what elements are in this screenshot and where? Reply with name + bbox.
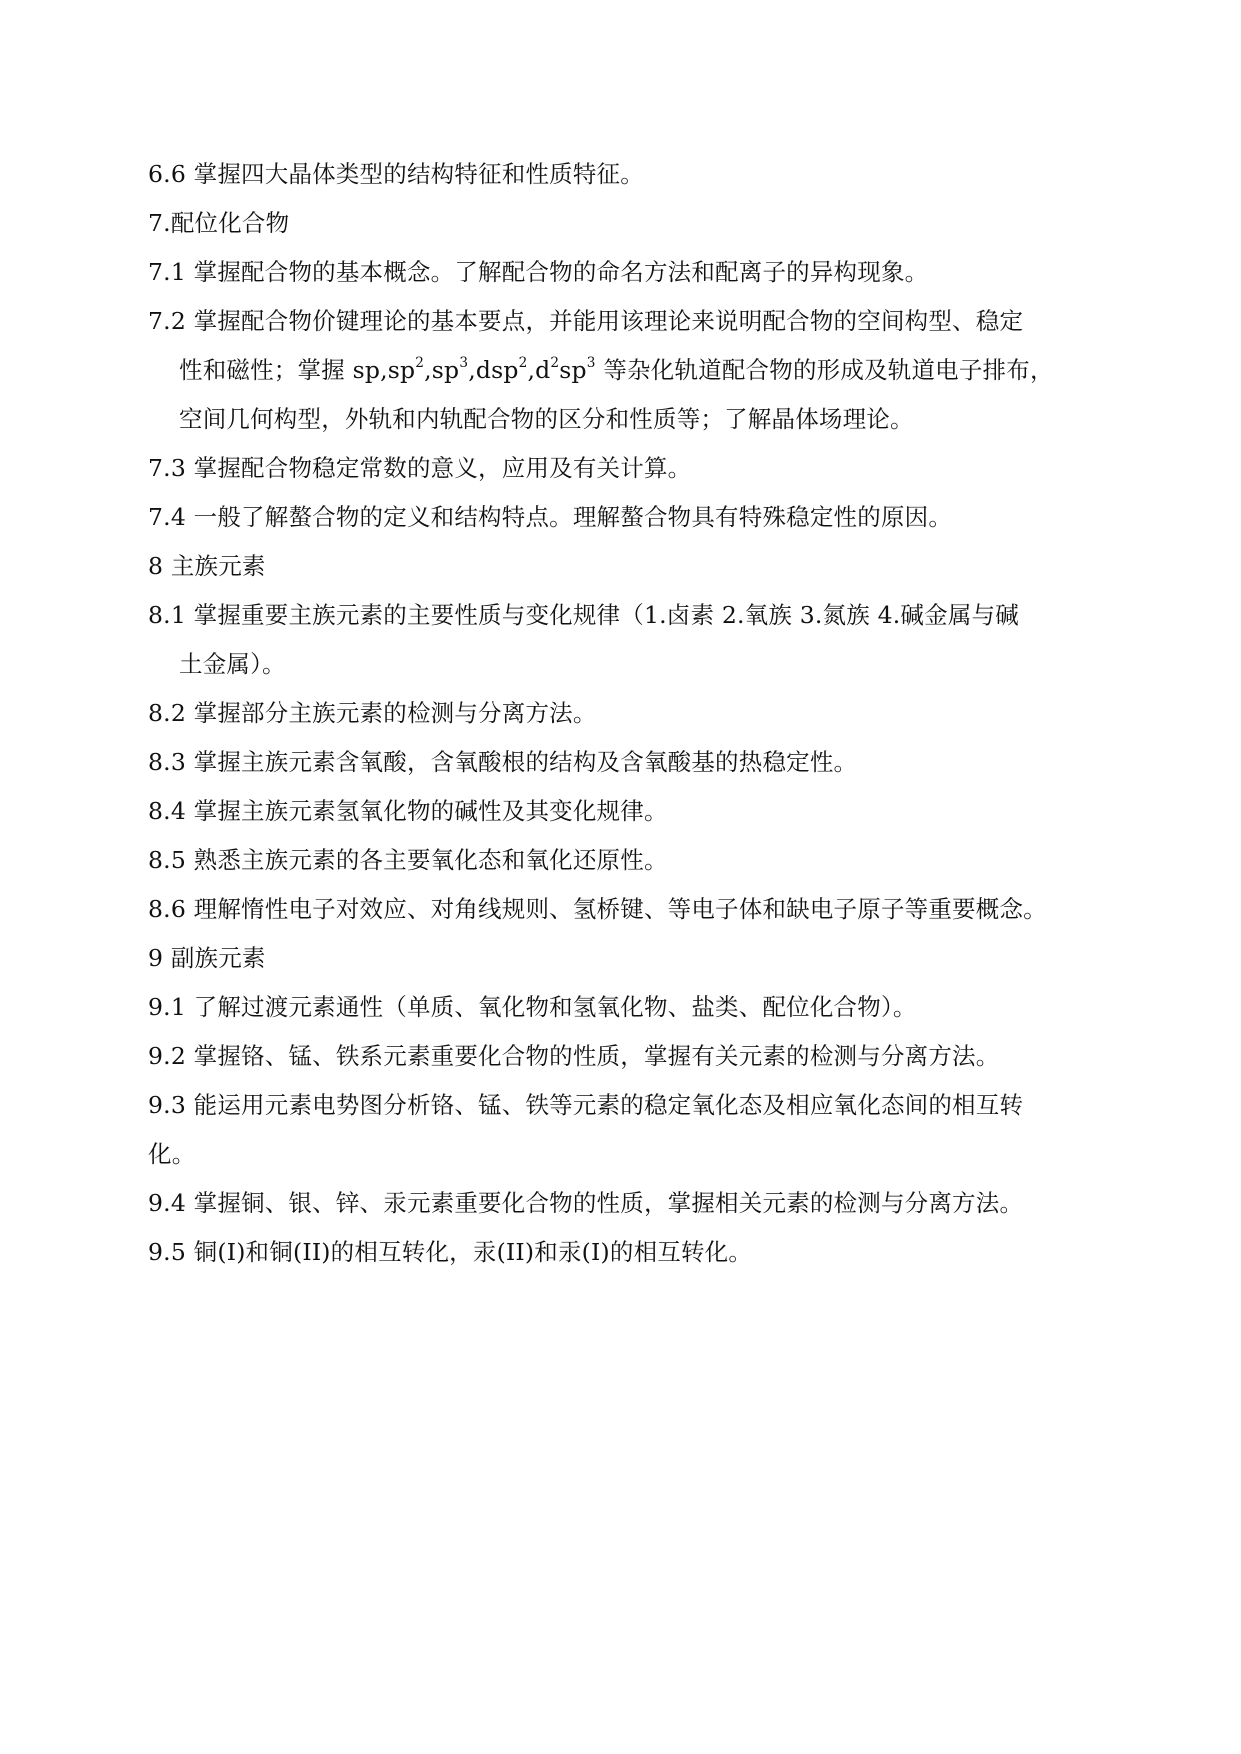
superscript: 2 xyxy=(550,355,560,372)
item-8-1: 8.1 掌握重要主族元素的主要性质与变化规律（1.卤素 2.氧族 3.氮族 4.碱金属与碱 xyxy=(148,601,1019,629)
section-heading-7: 7.配位化合物 xyxy=(148,209,290,237)
text-fragment: 性和磁性；掌握 sp,sp xyxy=(179,356,416,384)
item-7-4: 7.4 一般了解螯合物的定义和结构特点。理解螯合物具有特殊稳定性的原因。 xyxy=(148,503,953,531)
item-7-2-continuation: 空间几何构型，外轨和内轨配合物的区分和性质等；了解晶体场理论。 xyxy=(179,405,914,433)
item-8-1-continuation: 土金属）。 xyxy=(179,650,286,678)
item-9-2: 9.2 掌握铬、锰、铁系元素重要化合物的性质，掌握有关元素的检测与分离方法。 xyxy=(148,1042,1000,1070)
item-8-2: 8.2 掌握部分主族元素的检测与分离方法。 xyxy=(148,699,597,727)
text-fragment: ,sp xyxy=(424,356,460,384)
superscript: 2 xyxy=(518,355,528,372)
section-heading-8: 8 主族元素 xyxy=(148,552,266,580)
item-9-4: 9.4 掌握铜、银、锌、汞元素重要化合物的性质，掌握相关元素的检测与分离方法。 xyxy=(148,1189,1024,1217)
item-7-2-continuation-hybridization xyxy=(148,346,1098,395)
text-fragment: sp xyxy=(559,356,587,384)
item-8-4: 8.4 掌握主族元素氢氧化物的碱性及其变化规律。 xyxy=(148,797,668,825)
item-9-1: 9.1 了解过渡元素通性（单质、氧化物和氢氧化物、盐类、配位化合物）。 xyxy=(148,993,917,1021)
text-fragment: ,d xyxy=(527,356,551,384)
superscript: 3 xyxy=(459,355,469,372)
item-9-3-continuation: 化。 xyxy=(148,1140,196,1168)
item-9-5: 9.5 铜(I)和铜(II)的相互转化，汞(II)和汞(I)的相互转化。 xyxy=(148,1238,753,1266)
item-8-3: 8.3 掌握主族元素含氧酸，含氧酸根的结构及含氧酸基的热稳定性。 xyxy=(148,748,858,776)
text-fragment: 等杂化轨道配合物的形成及轨道电子排布， xyxy=(595,356,1054,384)
item-8-5: 8.5 熟悉主族元素的各主要氧化态和氧化还原性。 xyxy=(148,846,668,874)
superscript: 3 xyxy=(586,355,596,372)
item-7-2: 7.2 掌握配合物价键理论的基本要点，并能用该理论来说明配合物的空间构型、稳定 xyxy=(148,307,1024,335)
item-6-6: 6.6 掌握四大晶体类型的结构特征和性质特征。 xyxy=(148,160,644,188)
superscript: 2 xyxy=(415,355,425,372)
item-7-1: 7.1 掌握配合物的基本概念。了解配合物的命名方法和配离子的异构现象。 xyxy=(148,258,929,286)
text-fragment: ,dsp xyxy=(468,356,519,384)
section-heading-9: 9 副族元素 xyxy=(148,944,266,972)
item-7-3: 7.3 掌握配合物稳定常数的意义，应用及有关计算。 xyxy=(148,454,692,482)
item-9-3: 9.3 能运用元素电势图分析铬、锰、铁等元素的稳定氧化态及相应氧化态间的相互转 xyxy=(148,1091,1024,1119)
item-8-6: 8.6 理解惰性电子对效应、对角线规则、氢桥键、等电子体和缺电子原子等重要概念。 xyxy=(148,895,1047,923)
document-page xyxy=(148,150,1098,1277)
